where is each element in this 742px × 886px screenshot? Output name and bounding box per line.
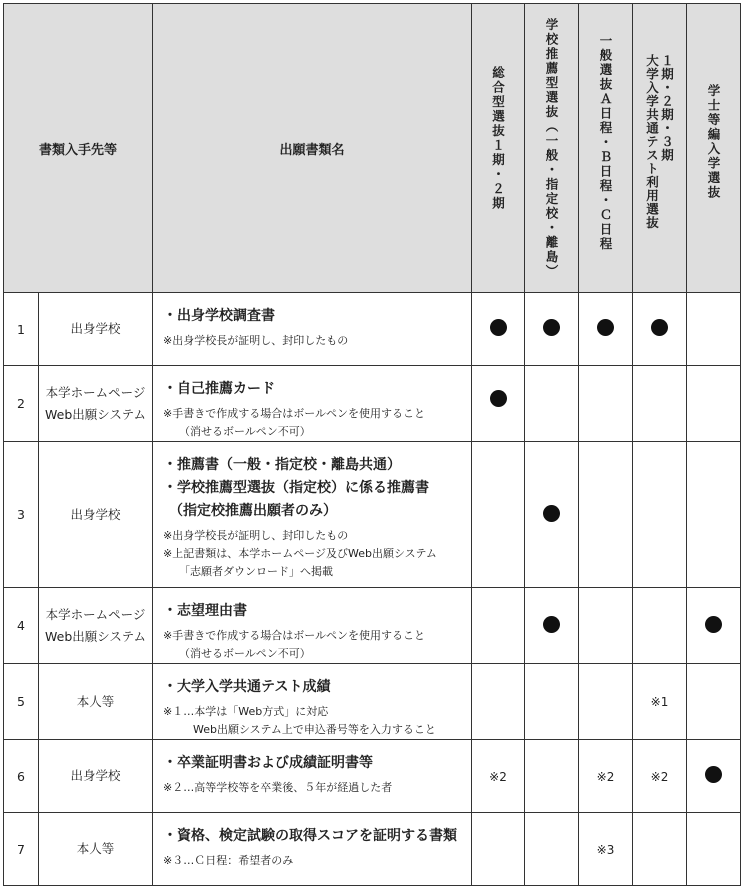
mark-cell (525, 293, 579, 366)
document-note: ※１…本学は「Web方式」に対応 (163, 705, 329, 718)
table-row (4, 588, 741, 664)
document-title: ・自己推薦カード (163, 381, 276, 397)
mark-cell (579, 293, 633, 366)
mark-cell (525, 442, 579, 588)
document-note: （消せるボールペン不可） (179, 425, 311, 438)
mark-cell (472, 293, 525, 366)
mark-cell (579, 740, 633, 813)
row-document (153, 366, 472, 442)
document-note: ※上記書類は、本学ホームページ及びWeb出願システム (163, 547, 437, 560)
application-documents-table (3, 3, 741, 886)
mark-cell (633, 293, 687, 366)
document-note: ※手書きで作成する場合はボールペンを使用すること (163, 629, 426, 642)
mark-cell (472, 442, 525, 588)
required-dot (543, 616, 560, 633)
row-number: 4 (4, 588, 39, 664)
note-mark: ※2 (489, 769, 507, 784)
row-number: 2 (4, 366, 39, 442)
mark-cell (687, 813, 741, 886)
document-note: ※出身学校長が証明し、封印したもの (163, 529, 349, 542)
mark-cell (472, 588, 525, 664)
header-col-kyotsu: 大学入学共通テスト利用選抜 １期・２期・３期 (633, 4, 687, 293)
mark-cell (579, 588, 633, 664)
table-row (4, 813, 741, 886)
mark-cell (525, 366, 579, 442)
document-title: ・大学入学共通テスト成績 (163, 679, 331, 695)
mark-cell (687, 664, 741, 740)
table-row (4, 293, 741, 366)
mark-cell (633, 366, 687, 442)
table-row (4, 442, 741, 588)
mark-cell (633, 442, 687, 588)
mark-cell (579, 664, 633, 740)
header-source: 書類入手先等 (4, 4, 153, 293)
mark-cell (579, 813, 633, 886)
header-col-hennyu: 学士等編入学選抜 (687, 4, 741, 293)
row-number: 3 (4, 442, 39, 588)
row-source: 本学ホームページ Web出願システム (39, 588, 153, 664)
row-document (153, 588, 472, 664)
document-note: ※手書きで作成する場合はボールペンを使用すること (163, 407, 426, 420)
row-document (153, 293, 472, 366)
header-row (4, 4, 741, 293)
note-mark: ※3 (596, 842, 615, 857)
row-document (153, 813, 472, 886)
mark-cell (687, 293, 741, 366)
note-mark: ※1 (650, 695, 669, 709)
row-number: 7 (4, 813, 39, 886)
header-col-sogo: 総合型選抜１期・２期 (472, 4, 525, 293)
required-dot (705, 766, 722, 783)
row-source: 本人等 (39, 664, 153, 740)
mark-cell (525, 664, 579, 740)
document-title: （指定校推薦出願者のみ） (169, 503, 338, 519)
required-dot (543, 319, 560, 336)
document-title: ・卒業証明書および成績証明書等 (163, 755, 374, 771)
mark-cell (472, 740, 525, 813)
required-dot (490, 390, 507, 407)
required-dot (597, 319, 614, 336)
mark-cell (579, 366, 633, 442)
row-source: 本学ホームページ Web出願システム (39, 366, 153, 442)
row-source: 出身学校 (39, 293, 153, 366)
row-document (153, 740, 472, 813)
table-row (4, 664, 741, 740)
table-row (4, 740, 741, 813)
row-source: 出身学校 (39, 740, 153, 813)
table-row (4, 366, 741, 442)
document-title: ・出身学校調査書 (163, 308, 276, 324)
required-dot (543, 505, 560, 522)
mark-cell (472, 664, 525, 740)
mark-cell (687, 740, 741, 813)
document-note: ※３…Ｃ日程：希望者のみ (163, 854, 294, 867)
note-mark: ※2 (650, 769, 669, 784)
mark-cell (579, 442, 633, 588)
document-note: Web出願システム上で申込番号等を入力すること (193, 723, 436, 736)
required-dot (651, 319, 668, 336)
required-dot (705, 616, 722, 633)
mark-cell (525, 740, 579, 813)
mark-cell (525, 813, 579, 886)
header-document-name: 出願書類名 (153, 4, 472, 293)
document-title: ・推薦書（一般・指定校・離島共通） (163, 457, 402, 473)
document-title: ・資格、検定試験の取得スコアを証明する書類 (163, 828, 458, 844)
row-source: 出身学校 (39, 442, 153, 588)
mark-cell (633, 813, 687, 886)
row-number: 6 (4, 740, 39, 813)
document-note: （消せるボールペン不可） (179, 647, 311, 660)
mark-cell (633, 664, 687, 740)
mark-cell (472, 366, 525, 442)
mark-cell (525, 588, 579, 664)
document-note: 「志願者ダウンロード」へ掲載 (179, 565, 334, 578)
document-title: ・志望理由書 (163, 603, 248, 619)
mark-cell (687, 366, 741, 442)
row-document (153, 664, 472, 740)
mark-cell (633, 740, 687, 813)
header-col-suisen: 学校推薦型選抜（一般・指定校・離島） (525, 4, 579, 293)
note-mark: ※2 (596, 769, 615, 784)
mark-cell (687, 442, 741, 588)
mark-cell (472, 813, 525, 886)
row-number: 1 (4, 293, 39, 366)
mark-cell (687, 588, 741, 664)
header-col-ippan: 一般選抜Ａ日程・Ｂ日程・Ｃ日程 (579, 4, 633, 293)
document-note: ※２…高等学校等を卒業後、５年が経過した者 (163, 781, 393, 794)
document-note: ※出身学校長が証明し、封印したもの (163, 334, 349, 347)
required-dot (490, 319, 507, 336)
document-title: ・学校推薦型選抜（指定校）に係る推薦書 (163, 480, 430, 496)
row-document (153, 442, 472, 588)
row-number: 5 (4, 664, 39, 740)
row-source: 本人等 (39, 813, 153, 886)
mark-cell (633, 588, 687, 664)
